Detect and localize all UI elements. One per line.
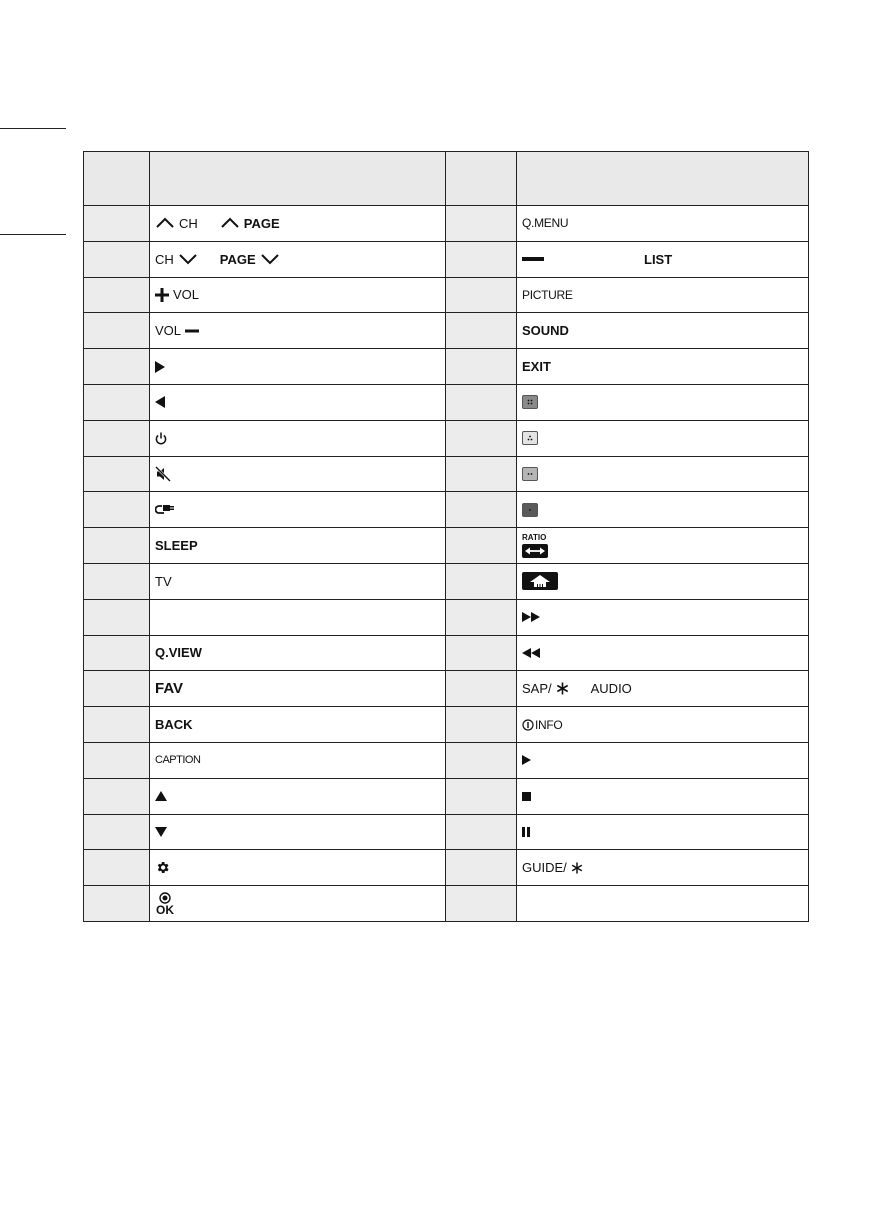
- key-cell-ch-up: [150, 206, 446, 242]
- num-cell: [84, 206, 150, 242]
- num-cell: [84, 599, 150, 635]
- num-cell: [446, 384, 517, 420]
- key-cell-green: [517, 420, 809, 456]
- header-cell: [517, 152, 809, 206]
- key-cell-sound: [517, 313, 809, 349]
- chevron-down-icon: [178, 253, 198, 265]
- key-label: SOUND: [522, 323, 569, 339]
- num-cell: [446, 707, 517, 743]
- key-label: SLEEP: [155, 538, 198, 554]
- num-cell: [446, 206, 517, 242]
- ok-icon: [159, 892, 171, 904]
- chevron-up-icon: [155, 217, 175, 229]
- stop-icon: [522, 792, 531, 801]
- table-header-row: [84, 152, 809, 206]
- key-cell-right: [150, 349, 446, 385]
- num-cell: [84, 635, 150, 671]
- key-cell-back: [150, 707, 446, 743]
- key-label: Q.VIEW: [155, 645, 202, 661]
- key-cell-tv: [150, 563, 446, 599]
- rewind-icon: [522, 648, 540, 658]
- num-cell: [84, 778, 150, 814]
- table-row: [84, 671, 809, 707]
- input-icon: [155, 503, 175, 517]
- triangle-left-icon: [155, 396, 165, 408]
- key-label: PAGE: [219, 251, 256, 267]
- num-cell: [446, 814, 517, 850]
- num-cell: [446, 599, 517, 635]
- triangle-up-icon: [155, 791, 167, 801]
- key-label: GUIDE/: [522, 860, 567, 876]
- table-row: [84, 707, 809, 743]
- key-cell-blue: [517, 492, 809, 528]
- key-cell-settings: [150, 850, 446, 886]
- num-cell: [446, 528, 517, 564]
- table-row: [84, 456, 809, 492]
- num-cell: [84, 563, 150, 599]
- play-icon: [522, 755, 531, 765]
- num-cell: [446, 349, 517, 385]
- num-cell: [84, 528, 150, 564]
- power-icon: [155, 432, 167, 445]
- table-row: [84, 814, 809, 850]
- key-cell-home: [517, 563, 809, 599]
- key-cell-dash-list: [517, 241, 809, 277]
- key-cell-up: [150, 778, 446, 814]
- key-label: CAPTION: [155, 754, 201, 767]
- key-cell-yellow: [517, 456, 809, 492]
- num-cell: [446, 886, 517, 922]
- key-cell-left: [150, 384, 446, 420]
- num-cell: [446, 420, 517, 456]
- table-row: [84, 241, 809, 277]
- key-cell-sleep: [150, 528, 446, 564]
- key-label: VOL: [173, 287, 200, 303]
- key-cell-qview: [150, 635, 446, 671]
- num-cell: [84, 277, 150, 313]
- key-cell-stop: [517, 778, 809, 814]
- key-label: OK: [156, 902, 174, 917]
- plus-icon: [155, 288, 169, 302]
- key-cell-ch-down: [150, 241, 446, 277]
- margin-rule-bottom: [0, 234, 66, 235]
- key-label: FAV: [155, 680, 184, 698]
- key-cell-caption: [150, 742, 446, 778]
- num-cell: [446, 277, 517, 313]
- color-key-icon: [522, 467, 538, 481]
- color-key-icon: [522, 395, 538, 409]
- key-cell-ratio: [517, 528, 809, 564]
- ratio-icon: [522, 544, 548, 558]
- table-row: [84, 850, 809, 886]
- table-row: [84, 349, 809, 385]
- key-cell-picture: [517, 277, 809, 313]
- key-cell-red: [517, 384, 809, 420]
- key-cell-vol-down: [150, 313, 446, 349]
- num-cell: [84, 349, 150, 385]
- crop-mark-right: [860, 125, 861, 235]
- key-label: BACK: [155, 717, 193, 733]
- key-label: SAP/: [522, 681, 552, 697]
- key-label: INFO: [535, 717, 563, 732]
- key-label: PAGE: [243, 215, 280, 231]
- num-cell: [446, 742, 517, 778]
- key-label: TV: [155, 573, 172, 589]
- color-key-icon: [522, 503, 538, 517]
- info-icon: [522, 719, 534, 731]
- key-cell-rewind: [517, 635, 809, 671]
- key-label: AUDIO: [590, 681, 632, 697]
- crop-mark-left: [0, 125, 1, 235]
- pause-icon: [522, 827, 530, 837]
- key-cell-pause: [517, 814, 809, 850]
- key-cell-sap-audio: [517, 671, 809, 707]
- fast-forward-icon: [522, 612, 540, 622]
- table-row: [84, 492, 809, 528]
- header-cell: [84, 152, 150, 206]
- num-cell: [446, 313, 517, 349]
- minus-icon: [185, 328, 199, 334]
- key-label: CH: [155, 251, 174, 267]
- key-cell-ok: [150, 886, 446, 922]
- chevron-up-icon: [220, 217, 240, 229]
- key-label: LIST: [644, 251, 673, 267]
- gear-icon: [155, 860, 170, 875]
- key-label: PICTURE: [522, 287, 573, 302]
- header-cell: [446, 152, 517, 206]
- num-cell: [446, 778, 517, 814]
- asterisk-icon: [556, 682, 569, 695]
- table-row: [84, 563, 809, 599]
- table-row: [84, 313, 809, 349]
- key-cell-guide: [517, 850, 809, 886]
- mute-icon: [155, 466, 171, 482]
- chevron-down-icon: [260, 253, 280, 265]
- num-cell: [446, 671, 517, 707]
- num-cell: [84, 707, 150, 743]
- table-row: [84, 599, 809, 635]
- num-cell: [84, 814, 150, 850]
- color-key-icon: [522, 431, 538, 445]
- table-row: [84, 384, 809, 420]
- key-label: VOL: [155, 323, 182, 339]
- num-cell: [84, 420, 150, 456]
- key-label: EXIT: [522, 359, 551, 375]
- header-cell: [150, 152, 446, 206]
- num-cell: [84, 384, 150, 420]
- key-label: Q.MENU: [522, 216, 569, 231]
- key-cell-mute: [150, 456, 446, 492]
- num-cell: [446, 492, 517, 528]
- asterisk-icon: [571, 862, 583, 874]
- num-cell: [84, 886, 150, 922]
- table-row: [84, 277, 809, 313]
- num-cell: [446, 850, 517, 886]
- table-row: [84, 206, 809, 242]
- key-cell-input: [150, 492, 446, 528]
- triangle-right-icon: [155, 361, 165, 373]
- num-cell: [446, 241, 517, 277]
- table-row: [84, 886, 809, 922]
- num-cell: [84, 671, 150, 707]
- table-row: [84, 635, 809, 671]
- key-cell-fav: [150, 671, 446, 707]
- key-label: RATIO: [522, 532, 547, 542]
- num-cell: [446, 456, 517, 492]
- num-cell: [446, 635, 517, 671]
- num-cell: [84, 850, 150, 886]
- key-cell-blank-right: [517, 886, 809, 922]
- num-cell: [84, 742, 150, 778]
- table-row: [84, 528, 809, 564]
- num-cell: [84, 492, 150, 528]
- triangle-down-icon: [155, 827, 167, 837]
- num-cell: [446, 563, 517, 599]
- key-cell-play: [517, 742, 809, 778]
- key-cell-fast-forward: [517, 599, 809, 635]
- dash-icon: [522, 256, 544, 262]
- home-icon: [522, 572, 558, 590]
- key-cell-down: [150, 814, 446, 850]
- key-cell-vol-up: [150, 277, 446, 313]
- key-cell-qmenu: [517, 206, 809, 242]
- table-row: [84, 778, 809, 814]
- table-row: [84, 742, 809, 778]
- num-cell: [84, 313, 150, 349]
- num-cell: [84, 456, 150, 492]
- key-cell-blank: [150, 599, 446, 635]
- key-cell-exit: [517, 349, 809, 385]
- key-cell-power: [150, 420, 446, 456]
- margin-rule-top: [0, 128, 66, 129]
- num-cell: [84, 241, 150, 277]
- remote-key-table: [83, 151, 809, 922]
- key-cell-info: [517, 707, 809, 743]
- key-label: CH: [179, 215, 198, 231]
- table-row: [84, 420, 809, 456]
